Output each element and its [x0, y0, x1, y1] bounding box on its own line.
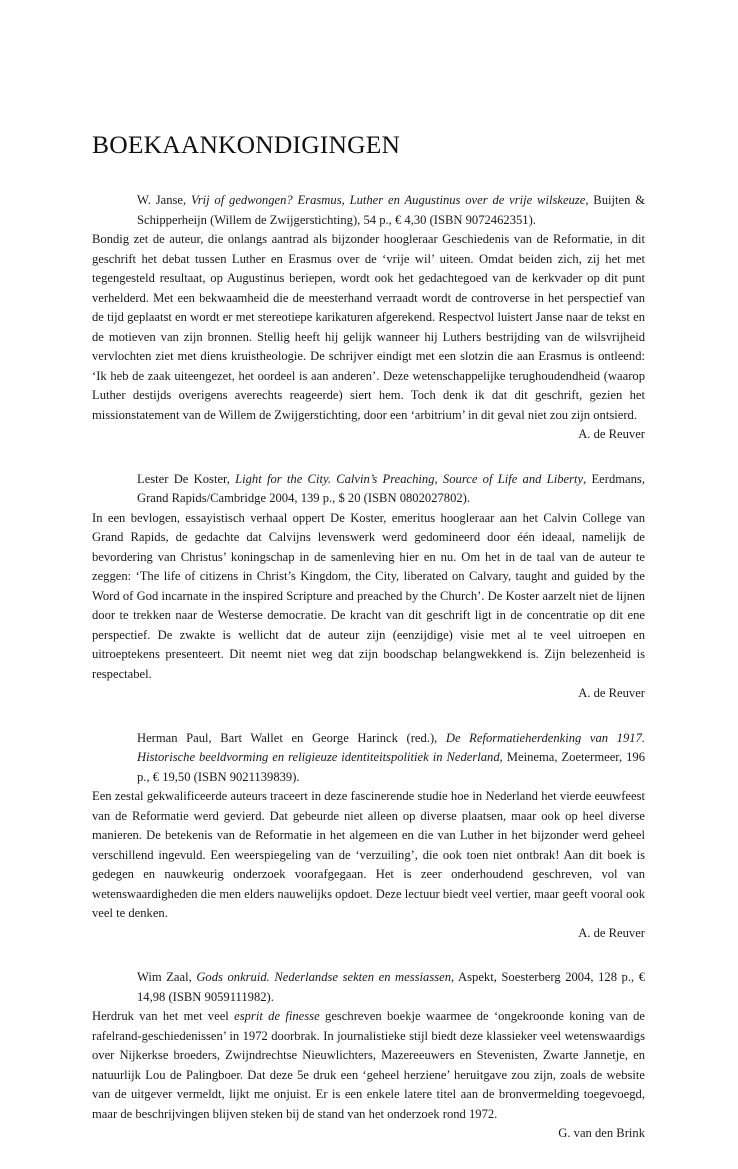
citation-author: Herman Paul, Bart Wallet en George Harinck (red.),	[137, 730, 446, 745]
review-janse	[92, 191, 645, 445]
citation	[137, 470, 645, 509]
citation-publisher: , Meinema, Zoetermeer, 196 p., € 19,50 (ISBN 9021139839).	[137, 750, 646, 784]
review-zaal	[92, 968, 645, 1144]
review-body: In een bevlogen, essayistisch verhaal oppert De Koster, emeritus hoogleraar aan het Calvin College van Grand Rapids, de gedachte dat Calvijns levenswerk werd gedomineerd door één ideaal, namelijk de bevordering van Christus’ koningschap in de samenleving hier en nu. Om het in de taal van de auteur te zeggen: ‘The life of citizens in Christ’s Kingdom, the City, liberated on Calvary, taught and guided by the Word of God incarnate in the inspired Scripture and preached by the Church’. De Koster aarzelt niet de lijnen door te trekken naar de Westerse democratie. De kracht van dit geschrift ligt in de concentratie op dit ene perspectief. De zwakte is wellicht dat de auteur zijn (eenzijdige) visie met al te veel uitroepen en uitroeptekens presenteert. Dit neemt niet weg dat zijn boodschap belangwekkend is. Zijn belezenheid is respectabel.	[92, 510, 645, 681]
review-body	[92, 1007, 645, 1124]
review-body-rest: geschreven boekje waarmee de ‘ongekroonde koning van de rafelrand-geschiedenissen’ in 1972 doorbrak. In journalistieke stijl biedt deze klassieker veel wetenswaardigs over Nijkerkse broeders, Zwijndrechtse Nieuwlichters, Mazereeuwers en Stevenisten, Zwarte Jannetje, en natuurlijk Lou de Palingboer. Dat deze 5e druk een ‘geheel herziene’ heruitgave zou zijn, zoals de website van de uitgever vermeldt, lijkt me onjuist. Er is een enkele latere titel aan de bronvermelding toegevoegd, maar de beschrijvingen blijven steken bij de stand van het onderzoek rond 1972.	[92, 1009, 645, 1121]
citation-title: Vrij of gedwongen? Erasmus, Luther en Augustinus over de vrije wilskeuze	[190, 193, 586, 207]
review-body-emphasis: esprit de finesse	[234, 1009, 320, 1023]
review-de-koster	[92, 470, 645, 704]
citation-publisher: , Eerdmans, Grand Rapids/Cambridge 2004, 139 p., $ 20 (ISBN 0802027802).	[137, 471, 645, 505]
citation	[137, 968, 645, 1007]
review-paul-wallet-harinck	[92, 729, 645, 944]
review-body: Een zestal gekwalificeerde auteurs traceert in deze fascinerende studie hoe in Nederland het vierde eeuwfeest van de Reformatie werd gevierd. Dat gebeurde niet alleen op diverse plaatsen, maar ook op heel diverse manieren. De betekenis van de Reformatie in het algemeen en die van Luther in het bijzonder werd geheel verschillend ingevuld. Een weerspiegeling van de ‘verzuiling’, die ook toen niet ontbrak! Aan dit boek is gedegen en nauwkeurig onderzoek voorafgegaan. Het is zeer onderhoudend geschreven, vol van wetenswaardigheden die men elders nauwelijks opdoet. Deze lectuur biedt veel vertier, maar geeft vooral ook veel te denken.	[92, 789, 645, 920]
citation-author: W. Janse,	[137, 193, 191, 207]
citation	[137, 729, 645, 788]
citation-author: Lester De Koster,	[137, 471, 236, 486]
document-page	[92, 128, 645, 1169]
citation-title: De Reformatieherdenking van 1917. Historische beeldvorming en religieuze identiteitspolitiek in Nederland	[137, 730, 646, 764]
citation	[137, 191, 645, 230]
reviewer-signature: A. de Reuver	[578, 686, 645, 700]
page-title: BOEKAANKONDIGINGEN	[92, 130, 401, 159]
reviewer-signature: G. van den Brink	[558, 1126, 645, 1140]
citation-title: Gods onkruid. Nederlandse sekten en messiassen	[196, 970, 452, 984]
citation-author: Wim Zaal,	[137, 970, 197, 984]
reviewer-signature: A. de Reuver	[578, 427, 645, 441]
citation-publisher: , Aspekt, Soesterberg 2004, 128 p., € 14,98 (ISBN 9059111982).	[137, 970, 646, 1004]
reviewer-signature: A. de Reuver	[578, 925, 645, 940]
review-body: Bondig zet de auteur, die onlangs aantrad als bijzonder hoogleraar Geschiedenis van de Reformatie, in dit geschrift het debat tussen Luther en Erasmus over de ‘vrije wil’ uiteen. Omdat beiden zich, zij het met tegengesteld resultaat, op Augustinus beriepen, wordt ook het gedachtegoed van de kerkvader op dit punt verhelderd. Met een bekwaamheid die de meesterhand verraadt wordt de controverse in het perspectief van de tijd geplaatst en wordt er met stereotiepe karikaturen afgerekend. Respectvol luistert Janse naar de tekst en de motieven van zijn bronnen. Stellig heeft hij gelijk wanneer hij Luthers bestrijding van de wilsvrijheid vervlochten ziet met diens kruistheologie. De schrijver eindigt met een slotzin die aan Erasmus is ontleend: ‘Ik heb de zaak uiteengezet, het oordeel is aan anderen’. Deze wetenschappelijke terughoudendheid (waarop Luther destijds overigens averechts reageerde) siert hem. Toch denk ik dat dit geschrift, gezien het missionstatement van de Willem de Zwijgerstichting, door een ‘arbitrium’ in dit geval niet zou zijn ontsierd.	[92, 232, 645, 422]
review-body-start: Herdruk van het met veel	[92, 1009, 235, 1023]
citation-title: Light for the City. Calvin’s Preaching, Source of Life and Liberty	[235, 471, 584, 486]
citation-publisher: , Buijten & Schipperheijn (Willem de Zwijgerstichting), 54 p., € 4,30 (ISBN 9072462351).	[137, 193, 645, 227]
